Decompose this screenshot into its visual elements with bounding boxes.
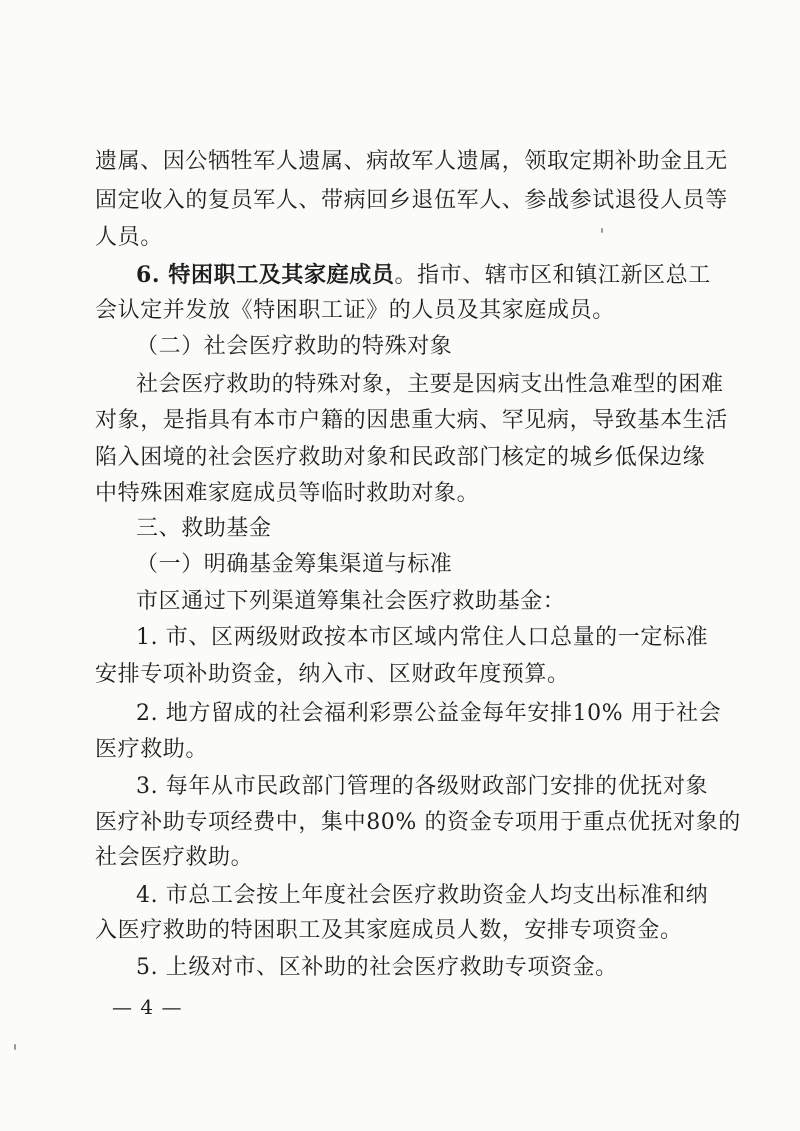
- scan-speck: [14, 1044, 16, 1050]
- section-heading: （二）社会医疗救助的特殊对象: [136, 334, 453, 359]
- list-item-4: 4. 市总工会按上年度社会医疗救助资金人均支出标准和纳: [136, 883, 709, 908]
- item-6-line: [136, 260, 711, 291]
- list-item-3: 3. 每年从市民政部门管理的各级财政部门安排的优抚对象: [136, 774, 709, 799]
- text-line: 会认定并发放《特困职工证》的人员及其家庭成员。: [95, 298, 615, 323]
- item-6-text: 。指市、辖市区和镇江新区总工: [394, 263, 711, 288]
- text-line: 医疗救助。: [95, 737, 209, 762]
- text-line: 社会医疗救助。: [95, 845, 254, 870]
- list-item-1: 1. 市、区两级财政按本市区域内常住人口总量的一定标准: [136, 625, 709, 650]
- text-line: 安排专项补助资金，纳入市、区财政年度预算。: [95, 662, 570, 687]
- text-line: 遗属、因公牺牲军人遗属、病故军人遗属，领取定期补助金且无: [95, 149, 728, 174]
- scan-speck: [601, 228, 603, 233]
- subsection-heading: （一）明确基金筹集渠道与标准: [136, 552, 453, 577]
- text-line: 入医疗救助的特困职工及其家庭成员人数，安排专项资金。: [95, 918, 683, 943]
- section-heading: 三、救助基金: [136, 516, 272, 541]
- text-line: 市区通过下列渠道筹集社会医疗救助基金：: [136, 589, 566, 614]
- list-item-2: 2. 地方留成的社会福利彩票公益金每年安排10% 用于社会: [136, 701, 722, 726]
- text-line: 社会医疗救助的特殊对象，主要是因病支出性急难型的困难: [136, 372, 724, 397]
- page-number: — 4 —: [112, 995, 183, 1019]
- list-item-5: 5. 上级对市、区补助的社会医疗救助专项资金。: [136, 955, 618, 980]
- text-line: 固定收入的复员军人、带病回乡退伍军人、参战参试退役人员等: [95, 188, 728, 213]
- text-line: 人员。: [95, 225, 163, 250]
- text-line: 中特殊困难家庭成员等临时救助对象。: [95, 481, 480, 506]
- text-line: 陷入困境的社会医疗救助对象和民政部门核定的城乡低保边缘: [95, 445, 706, 470]
- text-line: 医疗补助专项经费中，集中80% 的资金专项用于重点优抚对象的: [95, 810, 741, 835]
- item-6-heading: 6. 特困职工及其家庭成员: [136, 262, 395, 288]
- text-line: 对象，是指具有本市户籍的因患重大病、罕见病，导致基本生活: [95, 408, 728, 433]
